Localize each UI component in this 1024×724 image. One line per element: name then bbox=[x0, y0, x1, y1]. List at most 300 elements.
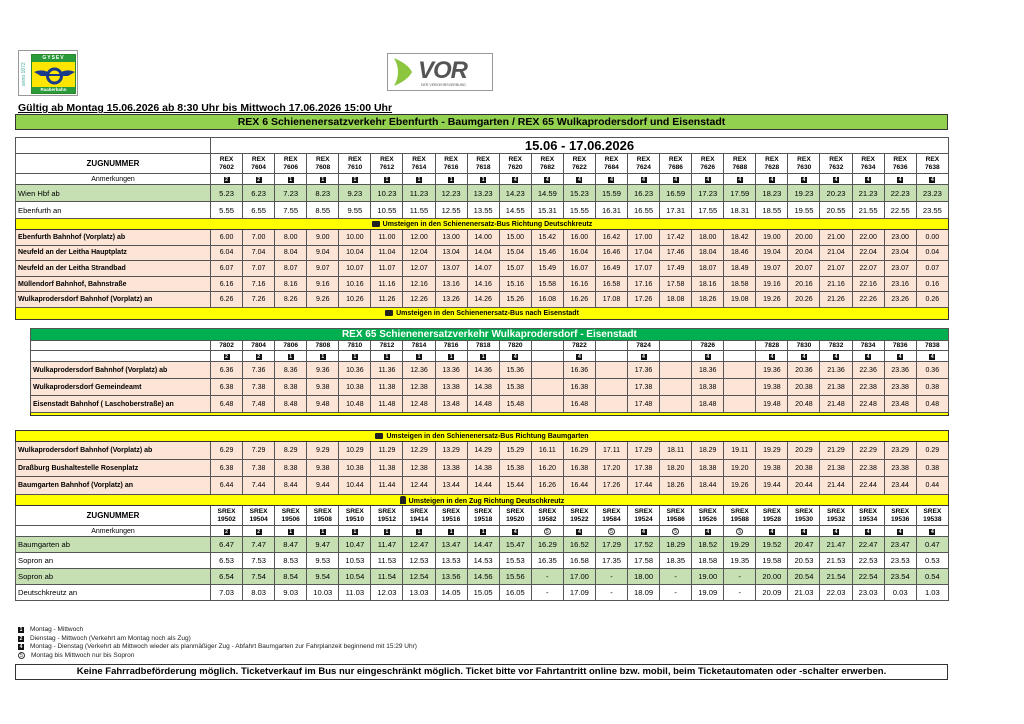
train-number-value: 7630 bbox=[796, 163, 812, 171]
time-cell: 16.26 bbox=[563, 292, 595, 308]
train-prefix: SREX bbox=[506, 508, 525, 516]
time-cell: 21.44 bbox=[820, 477, 852, 495]
train-number bbox=[692, 154, 724, 174]
train-number bbox=[435, 341, 467, 351]
time-cell: 10.29 bbox=[339, 442, 371, 460]
time-cell: 23.38 bbox=[884, 459, 916, 477]
note-mark-4: 4 bbox=[770, 176, 774, 183]
time-cell: 0.38 bbox=[916, 379, 948, 396]
time-cell: 22.36 bbox=[852, 362, 884, 379]
train-number bbox=[692, 341, 724, 351]
time-cell: 9.00 bbox=[307, 230, 339, 246]
note-mark-4: 4 bbox=[930, 353, 934, 360]
note-mark-circled: 5 bbox=[736, 528, 743, 535]
transfer-banner-deutschkreutz bbox=[16, 219, 949, 230]
station-name: Wulkaprodersdorf Bahnhof (Vorplatz) an bbox=[16, 292, 211, 308]
time-cell: 10.44 bbox=[339, 477, 371, 495]
time-cell: 0.03 bbox=[884, 585, 916, 601]
time-cell: 22.26 bbox=[852, 292, 884, 308]
time-cell: 15.38 bbox=[499, 459, 531, 477]
time-cell: 7.07 bbox=[243, 261, 275, 277]
train-number-value: 7614 bbox=[411, 163, 427, 171]
note-cell bbox=[435, 174, 467, 185]
train-number-value: 7830 bbox=[796, 341, 812, 349]
train-number-value: 7684 bbox=[604, 163, 619, 171]
train-number bbox=[275, 154, 307, 174]
time-cell: 18.00 bbox=[692, 230, 724, 246]
time-cell: 23.00 bbox=[884, 230, 916, 246]
train-number-header: ZUGNUMMER bbox=[16, 506, 211, 526]
time-cell: 11.47 bbox=[371, 537, 403, 553]
time-cell: 19.35 bbox=[724, 553, 756, 569]
note-mark-4: 4 bbox=[545, 176, 549, 183]
schedule-row bbox=[16, 230, 949, 246]
time-cell: 15.47 bbox=[499, 537, 531, 553]
time-cell bbox=[531, 396, 563, 413]
train-number bbox=[371, 341, 403, 351]
note-mark-4: 4 bbox=[866, 176, 870, 183]
train-number bbox=[595, 506, 627, 526]
train-prefix: SREX bbox=[762, 508, 781, 516]
time-cell: 17.36 bbox=[628, 362, 660, 379]
rule-cell bbox=[31, 413, 949, 416]
time-cell: 12.00 bbox=[403, 230, 435, 246]
time-cell: 17.00 bbox=[563, 569, 595, 585]
note-cell bbox=[499, 351, 531, 362]
footnote bbox=[18, 652, 417, 661]
transfer-banner-eisenstadt-text: Umsteigen in den Schienenersatz-Bus nach Eisenstadt bbox=[396, 309, 579, 317]
time-cell: 13.38 bbox=[435, 379, 467, 396]
time-cell: 11.16 bbox=[371, 276, 403, 292]
time-cell: 21.07 bbox=[820, 261, 852, 277]
time-cell: 9.29 bbox=[307, 442, 339, 460]
note-mark-4: 4 bbox=[802, 176, 806, 183]
time-cell: 13.44 bbox=[435, 477, 467, 495]
note-mark-4: 4 bbox=[930, 176, 934, 183]
time-cell: 15.44 bbox=[499, 477, 531, 495]
notes-row bbox=[16, 526, 949, 537]
train-number bbox=[499, 154, 531, 174]
time-cell: 21.29 bbox=[820, 442, 852, 460]
time-cell: 12.04 bbox=[403, 245, 435, 261]
train-number-value: 7832 bbox=[828, 341, 844, 349]
train-number-value: 7682 bbox=[539, 163, 555, 171]
schedule-row bbox=[16, 585, 949, 601]
time-cell: 13.36 bbox=[435, 362, 467, 379]
note-mark-1: 1 bbox=[321, 176, 325, 183]
time-cell: 20.23 bbox=[820, 185, 852, 202]
time-cell: 14.53 bbox=[467, 553, 499, 569]
note-cell bbox=[371, 526, 403, 537]
train-number-value: 7820 bbox=[507, 341, 523, 349]
footnote bbox=[18, 626, 417, 635]
note-cell bbox=[275, 174, 307, 185]
time-cell: 10.26 bbox=[339, 292, 371, 308]
note-cell bbox=[403, 174, 435, 185]
time-cell: 15.46 bbox=[531, 245, 563, 261]
note-cell bbox=[852, 526, 884, 537]
time-cell: 12.23 bbox=[435, 185, 467, 202]
train-number-value: 7610 bbox=[347, 163, 363, 171]
train-number-value: 7606 bbox=[283, 163, 299, 171]
time-cell: - bbox=[724, 569, 756, 585]
time-cell: 16.38 bbox=[563, 459, 595, 477]
time-cell: 19.48 bbox=[756, 396, 788, 413]
time-cell: 23.03 bbox=[852, 585, 884, 601]
train-prefix: REX bbox=[219, 156, 234, 163]
train-number-value: 7616 bbox=[443, 163, 459, 171]
schedule-row bbox=[16, 292, 949, 308]
time-cell: 16.35 bbox=[531, 553, 563, 569]
time-cell: 7.54 bbox=[243, 569, 275, 585]
time-cell: 9.48 bbox=[307, 396, 339, 413]
time-cell: 6.00 bbox=[211, 230, 243, 246]
time-cell: 7.38 bbox=[243, 379, 275, 396]
time-cell: 23.29 bbox=[884, 442, 916, 460]
time-cell: 18.44 bbox=[692, 477, 724, 495]
train-number bbox=[884, 506, 916, 526]
train-number-value: 7612 bbox=[379, 163, 395, 171]
time-cell: 16.52 bbox=[563, 537, 595, 553]
time-cell bbox=[724, 396, 756, 413]
time-cell: 7.29 bbox=[243, 442, 275, 460]
train-number bbox=[403, 341, 435, 351]
note-mark-4: 4 bbox=[898, 528, 902, 535]
time-cell: 16.55 bbox=[628, 202, 660, 219]
time-cell: 9.38 bbox=[307, 379, 339, 396]
time-cell: 15.58 bbox=[531, 276, 563, 292]
note-cell bbox=[595, 174, 627, 185]
time-cell: 15.59 bbox=[595, 185, 627, 202]
note-cell bbox=[660, 351, 692, 362]
train-number bbox=[628, 154, 660, 174]
time-cell: 15.31 bbox=[531, 202, 563, 219]
note-mark-4: 4 bbox=[866, 528, 870, 535]
time-cell: 16.29 bbox=[531, 537, 563, 553]
time-cell: 12.44 bbox=[403, 477, 435, 495]
train-number bbox=[275, 341, 307, 351]
time-cell: 10.47 bbox=[339, 537, 371, 553]
train-number bbox=[788, 341, 820, 351]
time-cell: 19.55 bbox=[788, 202, 820, 219]
time-cell: 12.47 bbox=[403, 537, 435, 553]
note-mark-circled: 5 bbox=[672, 528, 679, 535]
note-cell bbox=[884, 351, 916, 362]
time-cell: 7.16 bbox=[243, 276, 275, 292]
train-number-value: 7818 bbox=[475, 341, 491, 349]
time-cell: 0.26 bbox=[916, 292, 948, 308]
time-cell: 15.23 bbox=[563, 185, 595, 202]
time-cell: 21.48 bbox=[820, 396, 852, 413]
note-cell bbox=[499, 526, 531, 537]
train-number bbox=[916, 506, 948, 526]
time-cell: 18.38 bbox=[692, 379, 724, 396]
gysev-logo-year: anno 1872 bbox=[21, 62, 27, 86]
note-mark-1: 1 bbox=[417, 176, 421, 183]
train-number-value: 19524 bbox=[634, 515, 653, 523]
time-cell: 18.36 bbox=[692, 362, 724, 379]
note-cell bbox=[788, 351, 820, 362]
time-cell: 20.38 bbox=[788, 379, 820, 396]
note-mark-4: 4 bbox=[834, 353, 838, 360]
train-prefix: SREX bbox=[281, 508, 300, 516]
note-cell bbox=[339, 174, 371, 185]
time-cell: 18.11 bbox=[660, 442, 692, 460]
train-number-value: 19586 bbox=[666, 515, 685, 523]
train-number bbox=[788, 154, 820, 174]
note-cell bbox=[628, 351, 660, 362]
note-mark-1: 1 bbox=[449, 353, 453, 360]
time-cell: 6.26 bbox=[211, 292, 243, 308]
time-cell: 12.55 bbox=[435, 202, 467, 219]
note-cell bbox=[243, 351, 275, 362]
time-cell: 7.44 bbox=[243, 477, 275, 495]
time-cell: 18.04 bbox=[692, 245, 724, 261]
note-cell bbox=[820, 351, 852, 362]
time-cell: 20.26 bbox=[788, 292, 820, 308]
train-number-value: 7822 bbox=[572, 341, 587, 349]
time-cell: 23.48 bbox=[884, 396, 916, 413]
time-cell: 23.44 bbox=[884, 477, 916, 495]
time-cell: 15.00 bbox=[499, 230, 531, 246]
time-cell: 14.47 bbox=[467, 537, 499, 553]
time-cell: 20.00 bbox=[788, 230, 820, 246]
train-prefix: REX bbox=[700, 156, 715, 163]
time-cell: 16.44 bbox=[563, 477, 595, 495]
station-name: Neufeld an der Leitha Hauptplatz bbox=[16, 245, 211, 261]
note-mark-1: 1 bbox=[385, 528, 389, 535]
time-cell: 17.07 bbox=[628, 261, 660, 277]
time-cell: 11.53 bbox=[371, 553, 403, 569]
time-cell: 18.55 bbox=[756, 202, 788, 219]
time-cell: 19.58 bbox=[756, 553, 788, 569]
train-number-value: 19530 bbox=[794, 515, 814, 523]
train-number-value: 19504 bbox=[249, 515, 268, 523]
footnote-text: Dienstag - Mittwoch (Verkehrt am Montag noch als Zug) bbox=[30, 634, 191, 642]
note-mark-2: 2 bbox=[257, 528, 260, 535]
train-prefix: SREX bbox=[666, 508, 685, 516]
train-prefix: REX bbox=[797, 156, 811, 163]
note-cell bbox=[467, 174, 499, 185]
time-cell: 9.36 bbox=[307, 362, 339, 379]
time-cell: 17.46 bbox=[660, 245, 692, 261]
note-cell bbox=[852, 351, 884, 362]
note-mark-4: 4 bbox=[706, 176, 710, 183]
time-cell: 12.03 bbox=[371, 585, 403, 601]
time-cell: 20.55 bbox=[820, 202, 852, 219]
train-number bbox=[916, 154, 948, 174]
time-cell: 8.03 bbox=[243, 585, 275, 601]
note-cell bbox=[211, 526, 243, 537]
time-cell: 22.55 bbox=[884, 202, 916, 219]
empty-cell bbox=[16, 138, 211, 154]
time-cell: 21.23 bbox=[852, 185, 884, 202]
train-number-value: 19522 bbox=[570, 515, 589, 523]
station-name: Sopron ab bbox=[16, 569, 211, 585]
time-cell: 15.05 bbox=[467, 585, 499, 601]
time-cell: 21.54 bbox=[820, 569, 852, 585]
transfer-banner-baumgarten bbox=[16, 431, 949, 442]
note-cell bbox=[211, 174, 243, 185]
train-number bbox=[499, 506, 531, 526]
time-cell: 18.08 bbox=[660, 292, 692, 308]
note-mark-4: 4 bbox=[738, 176, 742, 183]
time-cell: 13.23 bbox=[467, 185, 499, 202]
time-cell: 8.48 bbox=[275, 396, 307, 413]
train-number-value: 19506 bbox=[281, 515, 300, 523]
time-cell: 21.53 bbox=[820, 553, 852, 569]
train-number bbox=[563, 506, 595, 526]
schedule-row bbox=[16, 537, 949, 553]
train-number-value: 19528 bbox=[762, 515, 782, 523]
time-cell: 18.31 bbox=[724, 202, 756, 219]
note-mark-circled: 5 bbox=[18, 652, 25, 659]
time-cell: 14.23 bbox=[499, 185, 531, 202]
schedule-row bbox=[16, 276, 949, 292]
time-cell: 16.58 bbox=[563, 553, 595, 569]
time-cell: 10.23 bbox=[371, 185, 403, 202]
time-cell: 20.44 bbox=[788, 477, 820, 495]
train-prefix: REX bbox=[315, 156, 330, 163]
train-prefix: SREX bbox=[442, 508, 461, 516]
note-mark-2: 2 bbox=[257, 176, 260, 183]
time-cell: 14.56 bbox=[467, 569, 499, 585]
note-mark-4: 4 bbox=[802, 528, 806, 535]
time-cell: 14.04 bbox=[467, 245, 499, 261]
note-mark-4: 4 bbox=[706, 353, 710, 360]
train-prefix: SREX bbox=[474, 508, 493, 516]
train-number-row bbox=[31, 341, 949, 351]
note-mark-1: 1 bbox=[289, 176, 293, 183]
time-cell: 23.26 bbox=[884, 292, 916, 308]
schedule-row bbox=[16, 261, 949, 277]
time-cell: 8.55 bbox=[307, 202, 339, 219]
train-number-value: 19526 bbox=[698, 515, 717, 523]
time-cell bbox=[531, 362, 563, 379]
time-cell: 15.38 bbox=[499, 379, 531, 396]
time-cell: 7.04 bbox=[243, 245, 275, 261]
time-cell: 14.36 bbox=[467, 362, 499, 379]
train-prefix: REX bbox=[636, 156, 651, 163]
train-number-value: 7620 bbox=[507, 163, 523, 171]
time-cell: 22.54 bbox=[852, 569, 884, 585]
train-number-value: 19414 bbox=[409, 515, 429, 523]
time-cell: 21.16 bbox=[820, 276, 852, 292]
time-cell: 17.52 bbox=[628, 537, 660, 553]
note-mark-1: 1 bbox=[449, 528, 453, 535]
time-cell: 11.36 bbox=[371, 362, 403, 379]
time-cell: 10.48 bbox=[339, 396, 371, 413]
time-cell: 5.23 bbox=[211, 185, 243, 202]
time-cell: 0.47 bbox=[916, 537, 948, 553]
time-cell: 14.05 bbox=[435, 585, 467, 601]
bus-icon bbox=[385, 310, 393, 316]
station-name: Neufeld an der Leitha Strandbad bbox=[16, 261, 211, 277]
time-cell: 7.38 bbox=[243, 459, 275, 477]
footnote bbox=[18, 635, 417, 644]
time-cell: 11.23 bbox=[403, 185, 435, 202]
time-cell: 6.23 bbox=[243, 185, 275, 202]
train-prefix: SREX bbox=[634, 508, 653, 516]
time-cell: 16.00 bbox=[563, 230, 595, 246]
time-cell: 0.54 bbox=[916, 569, 948, 585]
note-mark-1: 1 bbox=[289, 353, 293, 360]
train-number bbox=[820, 341, 852, 351]
time-cell: 14.59 bbox=[531, 185, 563, 202]
time-cell: 12.54 bbox=[403, 569, 435, 585]
time-cell: 20.07 bbox=[788, 261, 820, 277]
time-cell: 18.58 bbox=[692, 553, 724, 569]
time-cell: 16.11 bbox=[531, 442, 563, 460]
time-cell: 18.26 bbox=[692, 292, 724, 308]
time-cell: 19.20 bbox=[724, 459, 756, 477]
time-cell: 11.04 bbox=[371, 245, 403, 261]
note-cell bbox=[563, 351, 595, 362]
train-prefix: REX bbox=[412, 156, 426, 163]
schedule-row bbox=[16, 202, 949, 219]
train-number bbox=[884, 154, 916, 174]
vor-logo bbox=[387, 53, 493, 91]
note-mark-4: 4 bbox=[642, 353, 645, 360]
time-cell: - bbox=[595, 585, 627, 601]
train-number-value: 7632 bbox=[828, 163, 844, 171]
time-cell: 18.07 bbox=[692, 261, 724, 277]
train-number-value: 19538 bbox=[923, 515, 942, 523]
station-name: Wulkaprodersdorf Bahnhof (Vorplatz) ab bbox=[16, 442, 211, 460]
note-mark-4: 4 bbox=[578, 353, 581, 360]
time-cell: 23.38 bbox=[884, 379, 916, 396]
time-cell: 19.29 bbox=[724, 537, 756, 553]
time-cell: 13.03 bbox=[403, 585, 435, 601]
time-cell: 10.53 bbox=[339, 553, 371, 569]
notes-header: Anmerkungen bbox=[16, 526, 211, 537]
date-range: 15.06 - 17.06.2026 bbox=[211, 138, 949, 154]
train-number bbox=[563, 154, 595, 174]
train-number bbox=[788, 506, 820, 526]
transfer-banner-train bbox=[16, 495, 949, 506]
train-number-value: 19536 bbox=[891, 515, 910, 523]
transfer-banner-baumgarten-cell bbox=[16, 431, 949, 442]
time-cell: 17.42 bbox=[660, 230, 692, 246]
note-cell bbox=[756, 351, 788, 362]
time-cell: 8.36 bbox=[275, 362, 307, 379]
footnote bbox=[18, 643, 417, 652]
note-mark-4: 4 bbox=[706, 528, 710, 535]
time-cell: 15.07 bbox=[499, 261, 531, 277]
note-cell bbox=[852, 174, 884, 185]
time-cell: 6.53 bbox=[211, 553, 243, 569]
time-cell: 23.16 bbox=[884, 276, 916, 292]
note-cell bbox=[403, 351, 435, 362]
time-cell: 6.04 bbox=[211, 245, 243, 261]
time-cell: 16.26 bbox=[531, 477, 563, 495]
time-cell: 0.07 bbox=[916, 261, 948, 277]
train-prefix: REX bbox=[893, 156, 907, 163]
time-cell: 23.36 bbox=[884, 362, 916, 379]
time-cell: 15.36 bbox=[499, 362, 531, 379]
train-prefix: REX bbox=[380, 156, 394, 163]
time-cell: 18.42 bbox=[724, 230, 756, 246]
note-mark-4: 4 bbox=[770, 528, 774, 535]
time-cell: 14.44 bbox=[467, 477, 499, 495]
time-cell: 16.29 bbox=[563, 442, 595, 460]
time-cell: 8.23 bbox=[307, 185, 339, 202]
time-cell: 17.38 bbox=[628, 459, 660, 477]
train-prefix: SREX bbox=[217, 508, 236, 516]
train-number bbox=[211, 341, 243, 351]
time-cell: 10.38 bbox=[339, 459, 371, 477]
time-cell: 13.53 bbox=[435, 553, 467, 569]
